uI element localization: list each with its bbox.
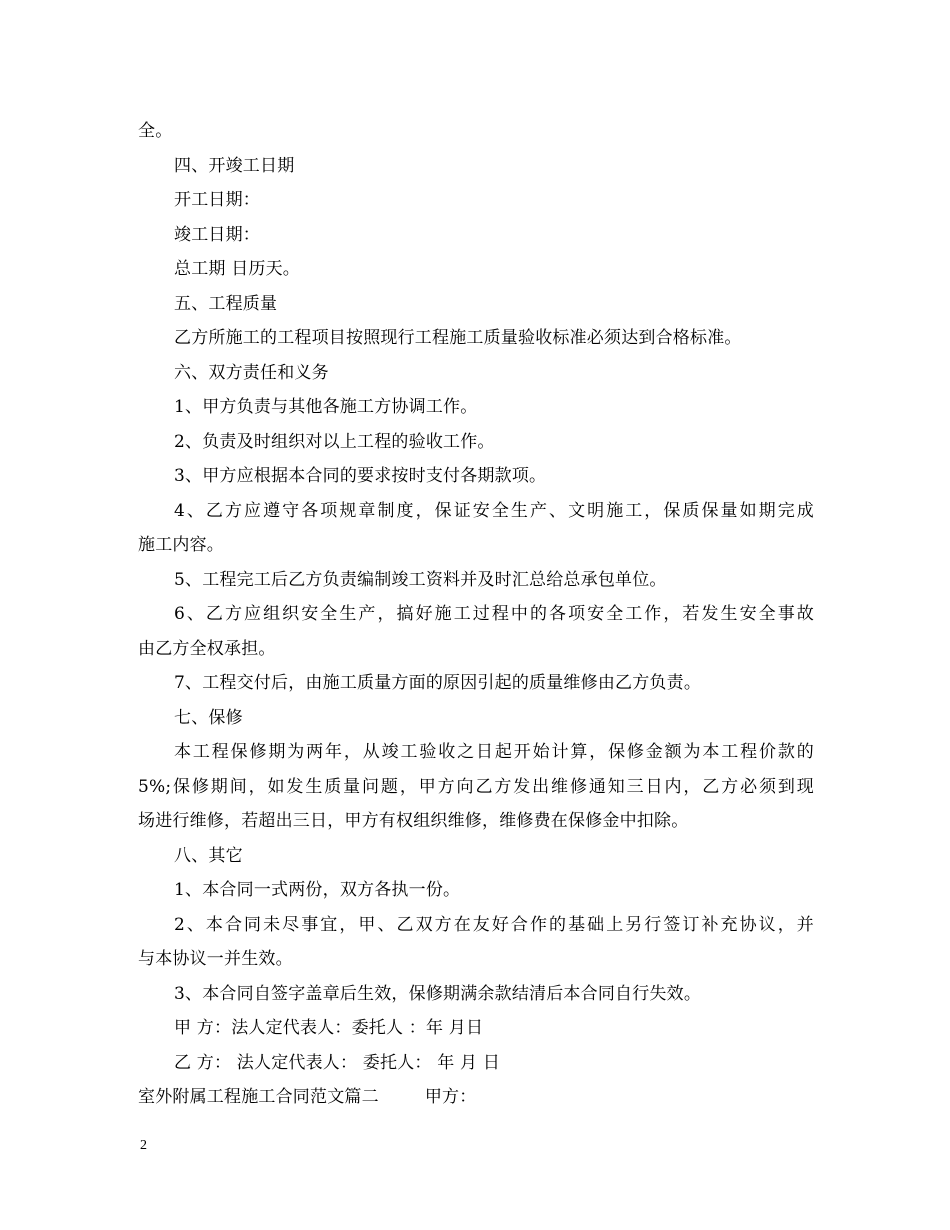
document-line: 施工内容。 [138, 535, 224, 555]
document-line: 总工期 日历天。 [174, 259, 301, 279]
document-line: 场进行维修，若超出三日，甲方有权组织维修，维修费在保修金中扣除。 [138, 811, 689, 831]
document-line: 本工程保修期为两年，从竣工验收之日起开始计算，保修金额为本工程价款的 [174, 742, 814, 762]
document-line: 七、保修 [174, 707, 243, 728]
document-line: 竣工日期： [174, 224, 260, 245]
party-a-label: 甲方： [424, 1087, 477, 1107]
document-line: 5、工程完工后乙方负责编制竣工资料并及时汇总给总承包单位。 [174, 569, 667, 590]
document-line: 五、工程质量 [174, 293, 278, 314]
document-line: 开工日期： [174, 190, 260, 210]
document-line: 四、开竣工日期 [174, 155, 295, 176]
document-line: 由乙方全权承担。 [138, 638, 276, 659]
document-line: 2、负责及时组织对以上工程的验收工作。 [174, 431, 495, 452]
document-line: 甲 方：法人定代表人：委托人 ：年 月日 [174, 1018, 484, 1038]
document-line: 5%;保修期间，如发生质量问题，甲方向乙方发出维修通知三日内，乙方必须到现 [138, 776, 814, 797]
document-line: 乙 方： 法人定代表人： 委托人： 年 月 日 [174, 1052, 501, 1073]
document-line: 全。 [138, 121, 173, 141]
document-line: 3、甲方应根据本合同的要求按时支付各期款项。 [174, 466, 547, 486]
document-line: 六、双方责任和义务 [174, 362, 329, 383]
page-number: 2 [140, 1138, 147, 1153]
document-line: 2、本合同未尽事宜，甲、乙双方在友好合作的基础上另行签订补充协议，并 [174, 914, 814, 935]
next-section-line [138, 1080, 814, 1115]
next-contract-title: 室外附属工程施工合同范文篇二 [138, 1087, 379, 1107]
document-line: 乙方所施工的工程项目按照现行工程施工质量验收标准必须达到合格标准。 [174, 328, 742, 348]
document-line: 1、本合同一式两份，双方各执一份。 [174, 880, 461, 900]
document-line: 1、甲方负责与其他各施工方协调工作。 [174, 397, 478, 417]
document-line: 4、乙方应遵守各项规章制度，保证安全生产、文明施工，保质保量如期完成 [174, 500, 814, 521]
document-line: 6、乙方应组织安全生产，搞好施工过程中的各项安全工作，若发生安全事故 [174, 604, 814, 624]
document-line: 7、工程交付后，由施工质量方面的原因引起的质量维修由乙方负责。 [174, 673, 702, 693]
document-line: 与本协议一并生效。 [138, 949, 293, 969]
document-body [138, 114, 814, 1115]
document-line: 3、本合同自签字盖章后生效，保修期满余款结清后本合同自行失效。 [174, 983, 702, 1004]
document-line: 八、其它 [174, 845, 243, 866]
